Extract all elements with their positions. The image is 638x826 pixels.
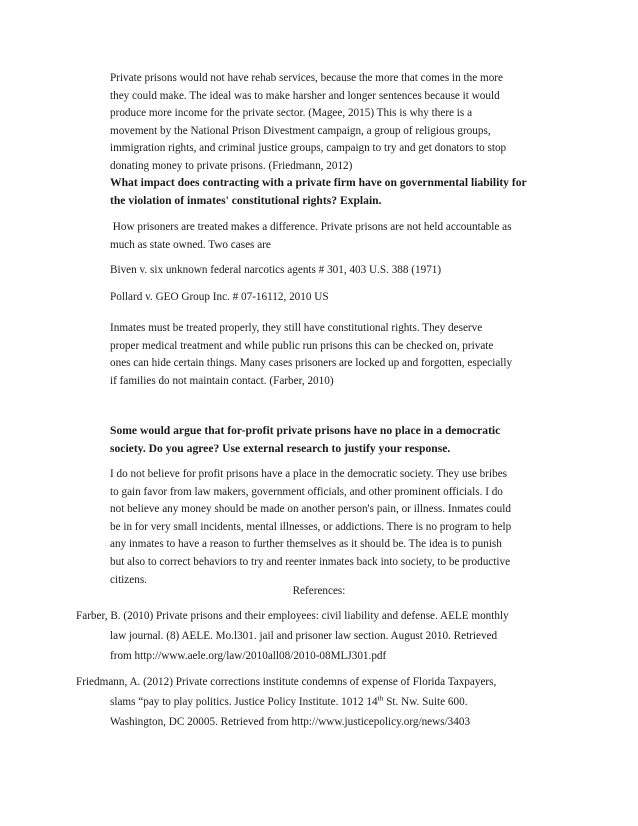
case-citation: Pollard v. GEO Group Inc. # 07-16112, 2010 US [110,291,329,303]
text-line: produce more income for the private sector. (Magee, 2015) This is why there is a [110,107,473,120]
text-line: immigration rights, and criminal justice groups, campaign to try and get donators to stop [110,142,507,155]
reference-line: from http://www.aele.org/law/2010all08/2010-08MLJ301.pdf [110,650,387,662]
reference-text: slams “pay to play politics. Justice Policy Institute. 1012 14 [110,696,378,708]
paragraph-treatment [110,219,570,254]
reference-line: Washington, DC 20005. Retrieved from http://www.justicepolicy.org/news/3403 [110,716,471,728]
text-line: citizens. [110,573,147,586]
question-line: the violation of inmates' constitutional rights? Explain. [110,193,382,207]
reference-text: St. Nw. Suite 600. [383,696,468,708]
text-line: but also to correct behaviors to try and reenter inmates back into society, to be productive [110,555,511,568]
text-line: Inmates must be treated properly, they still have constitutional rights. They deserve [110,322,483,334]
reference-friedmann [76,672,596,732]
paragraph-inmate-rights [110,320,570,390]
reference-line [76,692,596,712]
text-line: not believe any money should be made on another person's pain, or illness. Inmates could [110,503,511,516]
text-line: they could make. The ideal was to make harsher and longer sentences because it would [110,89,500,102]
text-line: to gain favor from law makers, government officials, and other prominent officials. I do [110,485,503,498]
text-line: any inmates to have a reason to further themselves as it should be. The idea is to punish [110,538,502,551]
reference-line: Farber, B. (2010) Private prisons and their employees: civil liability and defense. AELE monthly [76,610,509,622]
text-line: if families do not maintain contact. (Farber, 2010) [110,374,334,387]
reference-line: Friedmann, A. (2012) Private corrections institute condemns of expense of Florida Taxpayers, [76,676,497,688]
question-line: Some would argue that for-profit private prisons have no place in a democratic [110,424,501,437]
paragraph-rehab-services [110,70,570,176]
case-biven [110,262,570,280]
text-line: How prisoners are treated makes a difference. Private prisons are not held accountable as [110,221,512,233]
question-line: society. Do you agree? Use external research to justify your response. [110,441,451,455]
reference-line: law journal. (8) AELE. Mo.l301. jail and prisoner law section. August 2010. Retrieved [110,630,498,642]
text-line: movement by the National Prison Divestment campaign, a group of religious groups, [110,124,491,137]
question-democratic-society [110,422,570,457]
references-heading: References: [292,585,346,597]
text-line: be in for very small incidents, mental illnesses, or addictions. There is no program to help [110,520,512,533]
text-line: I do not believe for profit prisons have a place in the democratic society. They use bribes [110,468,508,480]
text-line: proper medical treatment and while public run prisons this can be checked on, private [110,339,494,352]
question-line: What impact does contracting with a private firm have on governmental liability for [110,176,527,189]
case-citation: Biven v. six unknown federal narcotics agents # 301, 403 U.S. 388 (1971) [110,264,442,276]
text-line: donating money to private prisons. (Friedmann, 2012) [110,159,353,172]
text-line: Private prisons would not have rehab services, because the more that comes in the more [110,72,503,84]
question-governmental-liability [110,174,570,209]
case-pollard [110,289,570,307]
ordinal-suffix: th [377,693,384,703]
text-line: ones can hide certain things. Many cases prisoners are locked up and forgotten, especially [110,357,513,370]
paragraph-response [110,466,570,589]
reference-farber [76,606,596,666]
text-line: much as state owned. Two cases are [110,238,271,251]
